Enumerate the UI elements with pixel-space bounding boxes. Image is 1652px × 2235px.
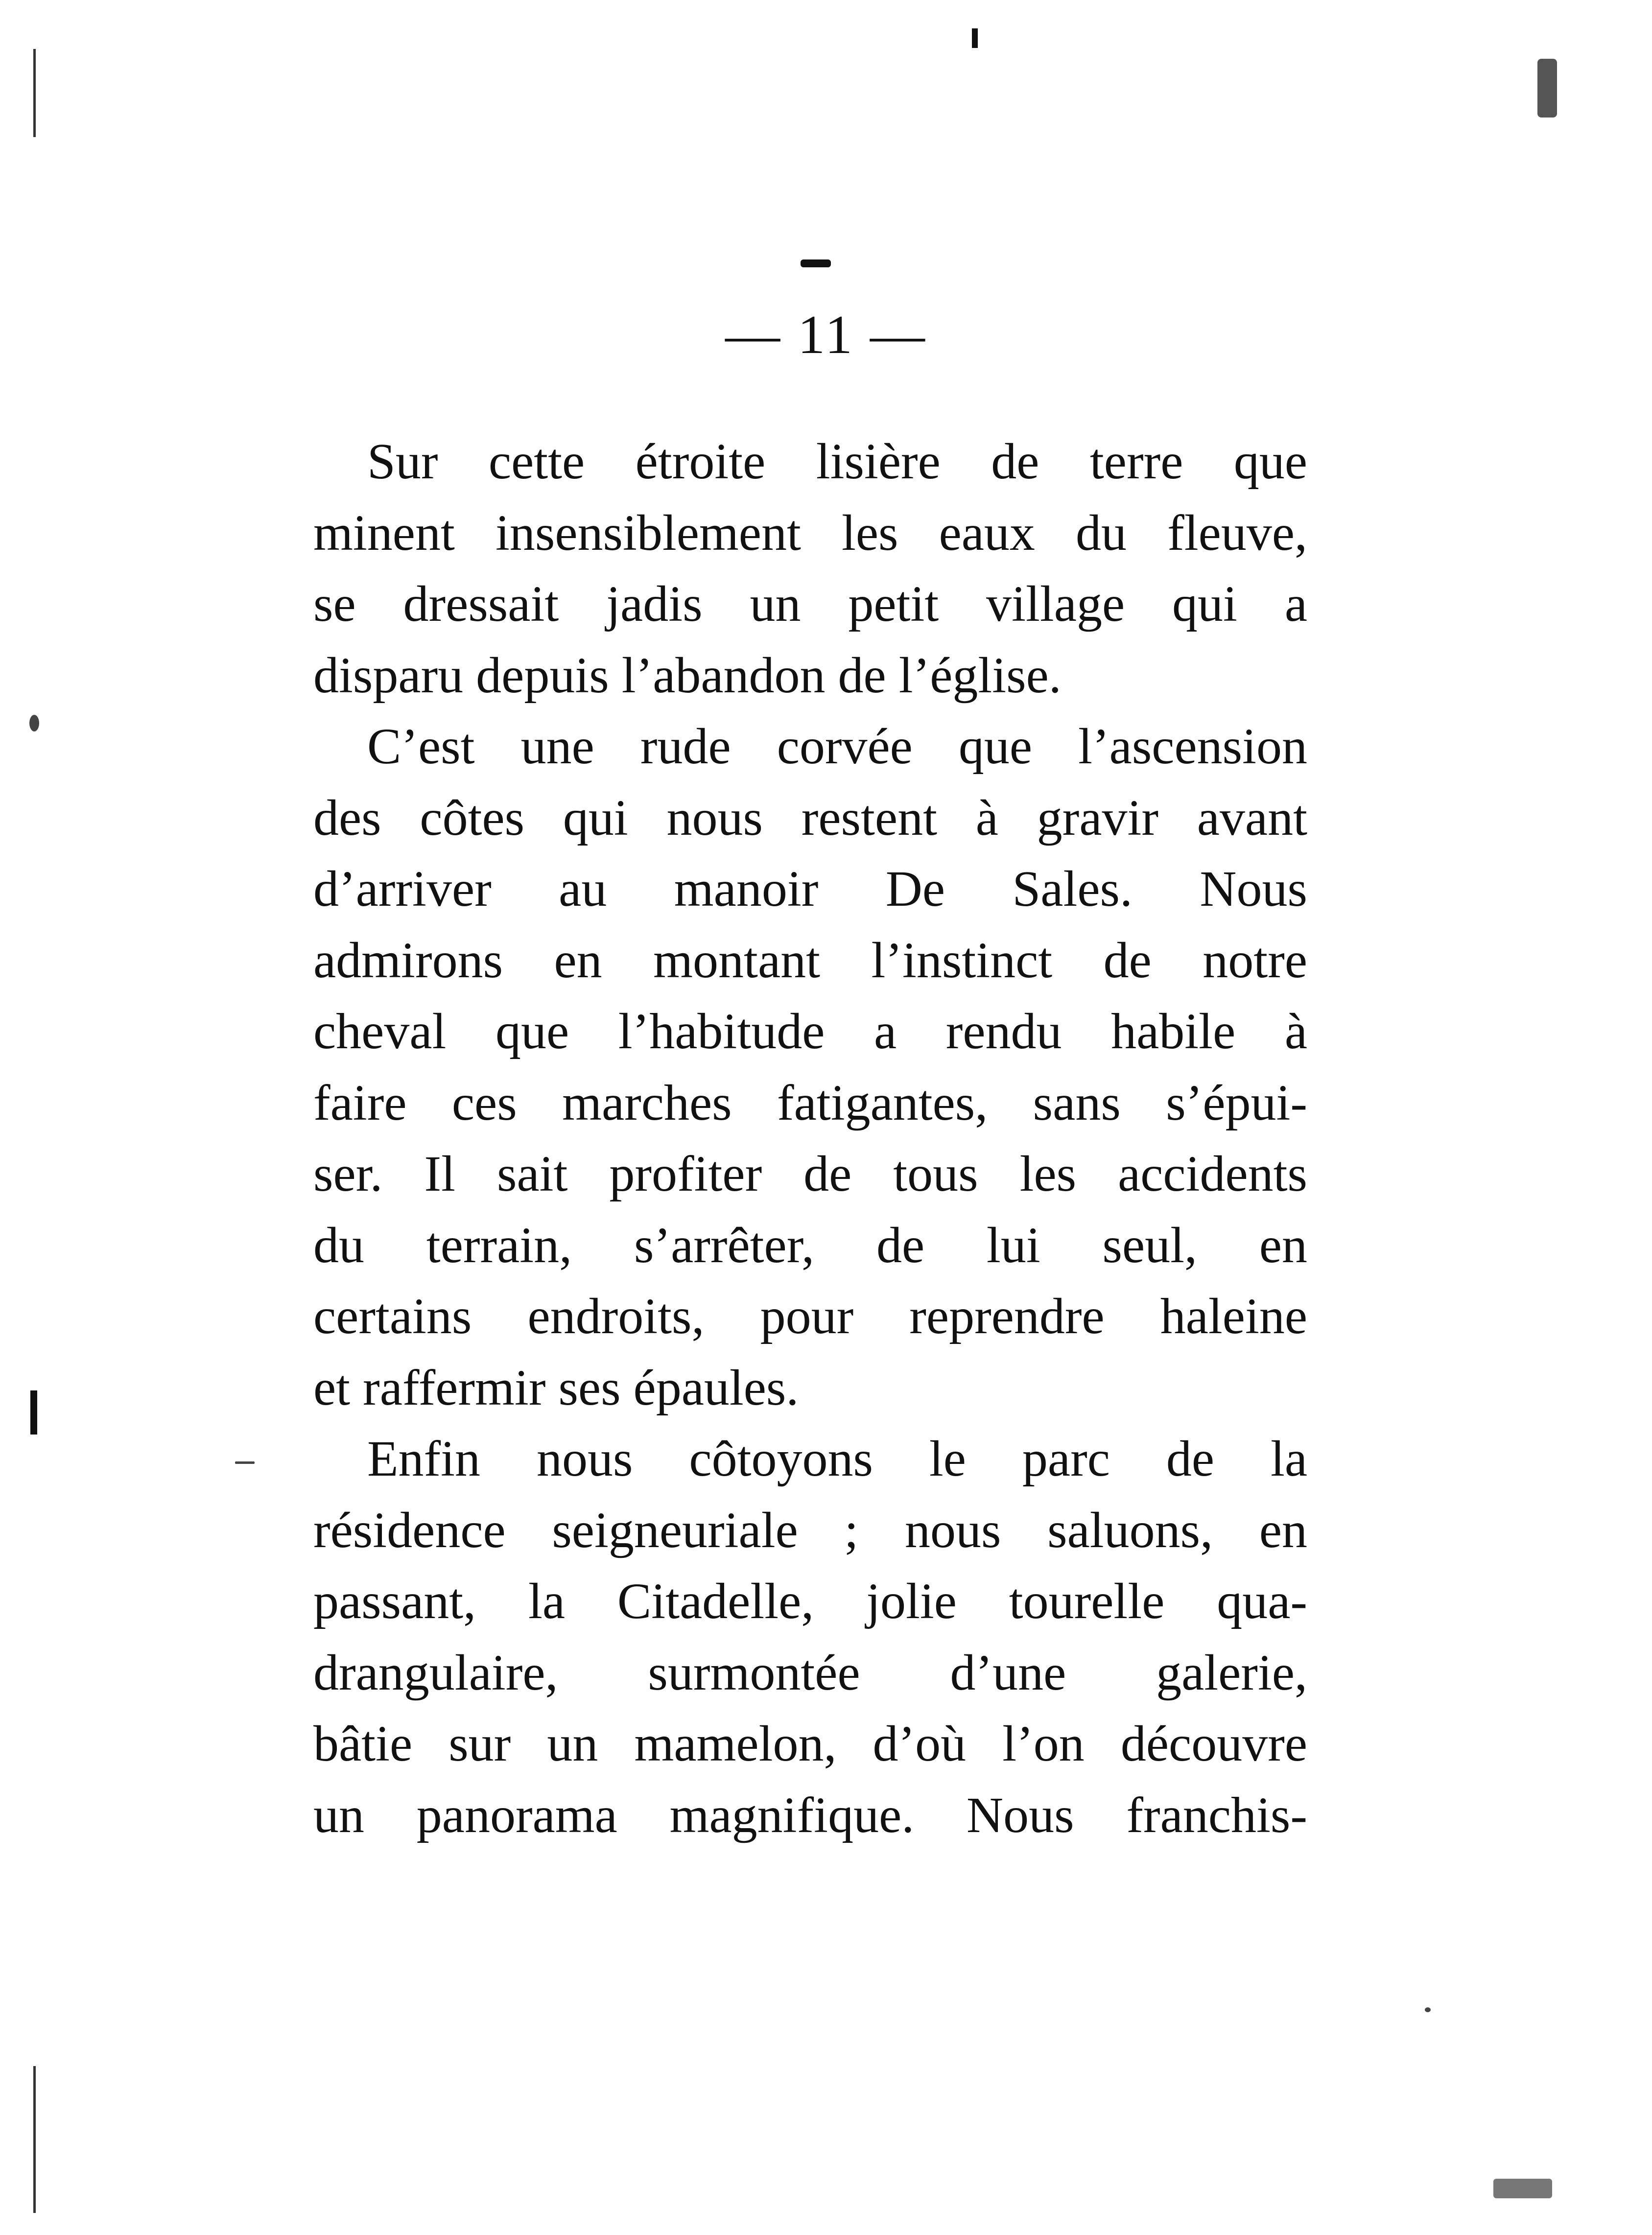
scan-mark bbox=[972, 28, 978, 48]
text-line: drangulaire, surmontée d’une galerie, bbox=[313, 1644, 1307, 1701]
text-line: Enfin nous côtoyons le parc de la bbox=[367, 1431, 1307, 1487]
scan-speck bbox=[235, 1461, 255, 1464]
text-line: disparu depuis l’abandon de l’église. bbox=[313, 647, 1062, 704]
text-line: d’arriver au manoir De Sales. Nous bbox=[313, 861, 1307, 917]
text-line: admirons en montant l’instinct de notre bbox=[313, 932, 1307, 988]
text-line: C’est une rude corvée que l’ascension bbox=[367, 718, 1307, 775]
scan-speck bbox=[29, 715, 39, 731]
left-edge-line bbox=[33, 49, 36, 137]
scan-dash bbox=[801, 259, 831, 267]
text-line: passant, la Citadelle, jolie tourelle qua- bbox=[313, 1573, 1307, 1629]
text-line: ser. Il sait profiter de tous les accidents bbox=[313, 1146, 1307, 1202]
scan-speck bbox=[1537, 59, 1557, 118]
body-text bbox=[313, 426, 1307, 1851]
text-line: des côtes qui nous restent à gravir avant bbox=[313, 789, 1307, 846]
text-line: se dressait jadis un petit village qui a bbox=[313, 576, 1307, 632]
left-edge-line-bottom bbox=[33, 2066, 36, 2213]
text-line: faire ces marches fatigantes, sans s’épui- bbox=[313, 1074, 1307, 1131]
text-line: résidence seigneuriale ; nous saluons, en bbox=[313, 1502, 1307, 1558]
page-number: — 11 — bbox=[725, 305, 927, 365]
text-line: du terrain, s’arrêter, de lui seul, en bbox=[313, 1217, 1307, 1273]
text-line: bâtie sur un mamelon, d’où l’on découvre bbox=[313, 1716, 1307, 1772]
text-line: et raffermir ses épaules. bbox=[313, 1359, 799, 1416]
scan-speck bbox=[1425, 2007, 1431, 2012]
text-line: minent insensiblement les eaux du fleuve, bbox=[313, 504, 1307, 561]
left-edge-notch bbox=[30, 1390, 37, 1435]
scan-speck bbox=[1493, 2179, 1552, 2198]
text-line: certains endroits, pour reprendre haleine bbox=[313, 1288, 1307, 1344]
text-line: cheval que l’habitude a rendu habile à bbox=[313, 1003, 1307, 1059]
text-line: un panorama magnifique. Nous franchis- bbox=[313, 1787, 1307, 1843]
text-line: Sur cette étroite lisière de terre que bbox=[367, 433, 1307, 490]
